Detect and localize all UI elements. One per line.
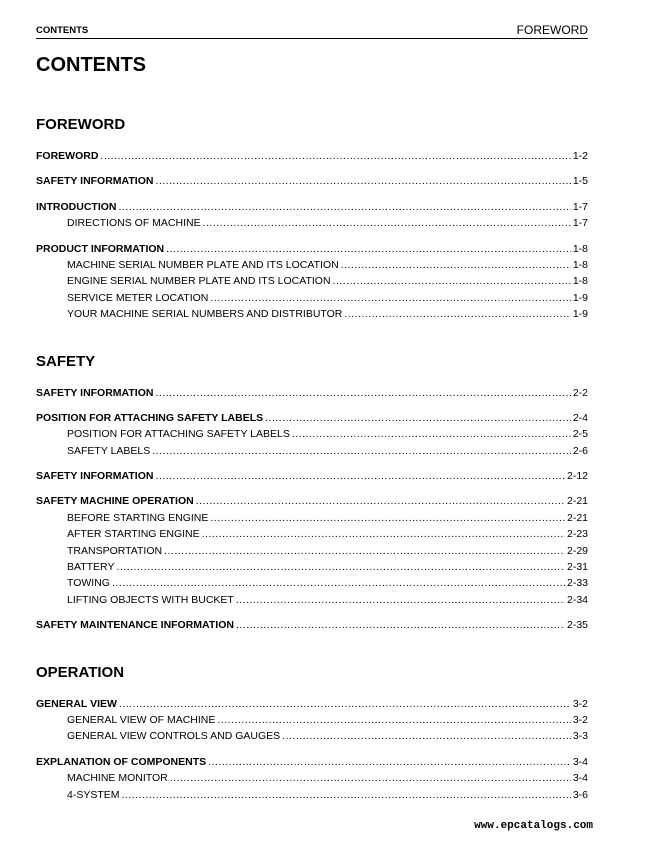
- toc-entry-page: 1-8: [572, 275, 588, 288]
- toc-entry-page: 3-4: [572, 755, 588, 768]
- toc-section: [36, 116, 588, 323]
- toc-entry-label: EXPLANATION OF COMPONENTS: [36, 755, 207, 768]
- toc-entry-label: TOWING: [67, 577, 110, 590]
- section-title: FOREWORD: [36, 116, 126, 133]
- toc-entry[interactable]: [36, 696, 588, 712]
- toc-entry[interactable]: [36, 443, 588, 459]
- toc-entry-page: 1-8: [572, 258, 588, 271]
- toc-entry-page: 2-34: [566, 593, 588, 606]
- toc-entry-page: 2-6: [572, 444, 588, 457]
- toc-entry[interactable]: [36, 426, 588, 442]
- dot-leader: [164, 543, 565, 559]
- toc-entry-page: 1-8: [572, 242, 588, 255]
- toc-entry-label: SERVICE METER LOCATION: [67, 291, 209, 304]
- toc-entry[interactable]: [36, 290, 588, 306]
- section-title: SAFETY: [36, 352, 96, 370]
- toc-entry-label: PRODUCT INFORMATION: [36, 242, 165, 255]
- toc-entry-label: DIRECTIONS OF MACHINE: [67, 217, 201, 230]
- header-left-label: CONTENTS: [36, 25, 89, 36]
- dot-leader: [292, 426, 571, 442]
- toc-entry-page: 3-4: [572, 772, 588, 785]
- toc-entry-page: 1-7: [572, 217, 588, 230]
- dot-leader: [166, 241, 571, 257]
- dot-leader: [155, 468, 565, 484]
- toc-entry-label: GENERAL VIEW CONTROLS AND GAUGES: [67, 730, 281, 743]
- dot-leader: [119, 696, 571, 712]
- toc-entry[interactable]: [36, 575, 588, 591]
- toc-entry[interactable]: [36, 787, 588, 803]
- toc-entry-label: MACHINE SERIAL NUMBER PLATE AND ITS LOCATION: [67, 258, 339, 271]
- toc-entry-label: POSITION FOR ATTACHING SAFETY LABELS: [36, 411, 264, 424]
- section-title: OPERATION: [36, 663, 125, 681]
- toc-entry-page: 1-5: [572, 175, 588, 188]
- toc-entry[interactable]: [36, 385, 588, 401]
- toc-entry-label: GENERAL VIEW OF MACHINE: [67, 713, 216, 726]
- toc-group: [36, 493, 588, 608]
- toc-entry[interactable]: [36, 592, 588, 608]
- toc-entry-page: 2-5: [572, 428, 588, 441]
- dot-leader: [155, 385, 570, 401]
- dot-leader: [116, 559, 565, 575]
- toc-entry-page: 2-12: [566, 470, 588, 483]
- toc-entry[interactable]: [36, 712, 588, 728]
- toc-entry-page: 2-21: [566, 511, 588, 524]
- toc-entry[interactable]: [36, 148, 588, 164]
- toc-entry-label: SAFETY MAINTENANCE INFORMATION: [36, 619, 234, 632]
- toc-entry-label: MACHINE MONITOR: [67, 772, 168, 785]
- toc-entry-label: POSITION FOR ATTACHING SAFETY LABELS: [67, 428, 290, 441]
- toc-entry-page: 3-2: [572, 697, 588, 710]
- toc-entry-page: 2-31: [566, 561, 588, 574]
- dot-leader: [208, 754, 571, 770]
- running-header: [36, 22, 588, 39]
- toc-entry-page: 1-9: [572, 308, 588, 321]
- toc-entry-page: 2-35: [566, 619, 588, 632]
- dot-leader: [112, 575, 565, 591]
- toc-entry[interactable]: [36, 617, 588, 633]
- toc-entry-page: 1-7: [572, 200, 588, 213]
- toc-entry[interactable]: [36, 468, 588, 484]
- dot-leader: [236, 617, 565, 633]
- toc-entry[interactable]: [36, 754, 588, 770]
- toc-entry[interactable]: [36, 493, 588, 509]
- dot-leader: [119, 199, 571, 215]
- toc-entry-label: SAFETY INFORMATION: [36, 175, 154, 188]
- toc-entry-page: 2-33: [566, 577, 588, 590]
- toc-section: [36, 664, 588, 803]
- page-title: CONTENTS: [36, 54, 146, 76]
- dot-leader: [203, 215, 571, 231]
- toc-entry[interactable]: [36, 173, 588, 189]
- dot-leader: [122, 787, 571, 803]
- toc-entry-label: LIFTING OBJECTS WITH BUCKET: [67, 593, 234, 606]
- toc-group: [36, 696, 588, 745]
- toc-group: [36, 468, 588, 484]
- toc-entry-label: ENGINE SERIAL NUMBER PLATE AND ITS LOCATION: [67, 275, 331, 288]
- watermark: www.epcatalogs.com: [474, 820, 593, 832]
- dot-leader: [170, 770, 571, 786]
- dot-leader: [333, 273, 571, 289]
- toc-entry[interactable]: [36, 770, 588, 786]
- toc-entry-page: 2-21: [566, 495, 588, 508]
- dot-leader: [155, 173, 570, 189]
- toc-entry-label: BEFORE STARTING ENGINE: [67, 511, 209, 524]
- dot-leader: [344, 306, 570, 322]
- toc-group: [36, 199, 588, 232]
- toc-entry-page: 2-29: [566, 544, 588, 557]
- toc-entry-page: 2-23: [566, 528, 588, 541]
- toc-group: [36, 754, 588, 803]
- toc-entry-label: INTRODUCTION: [36, 200, 117, 213]
- toc-entry-page: 3-6: [572, 788, 588, 801]
- toc-entry-label: AFTER STARTING ENGINE: [67, 528, 200, 541]
- toc-entry-page: 1-9: [572, 291, 588, 304]
- toc-entry[interactable]: [36, 306, 588, 322]
- toc-entry-label: TRANSPORTATION: [67, 544, 163, 557]
- dot-leader: [210, 290, 570, 306]
- dot-leader: [196, 493, 565, 509]
- dot-leader: [217, 712, 570, 728]
- toc-entry[interactable]: [36, 543, 588, 559]
- toc-entry[interactable]: [36, 728, 588, 744]
- toc-entry-page: 3-2: [572, 713, 588, 726]
- toc-entry-page: 2-4: [572, 411, 588, 424]
- dot-leader: [100, 148, 570, 164]
- toc-group: [36, 173, 588, 189]
- toc-entry-label: 4-SYSTEM: [67, 788, 120, 801]
- toc-entry-page: 2-2: [572, 386, 588, 399]
- toc-group: [36, 410, 588, 459]
- toc-group: [36, 241, 588, 323]
- toc-entry[interactable]: [36, 215, 588, 231]
- toc-entry[interactable]: [36, 526, 588, 542]
- toc-entry[interactable]: [36, 199, 588, 215]
- toc-entry[interactable]: [36, 510, 588, 526]
- dot-leader: [202, 526, 565, 542]
- toc-entry[interactable]: [36, 257, 588, 273]
- toc-entry-page: 1-2: [572, 150, 588, 162]
- toc-entry-label: BATTERY: [67, 561, 115, 574]
- toc-entry[interactable]: [36, 559, 588, 575]
- dot-leader: [152, 443, 571, 459]
- toc-group: [36, 148, 588, 164]
- dot-leader: [341, 257, 571, 273]
- toc-entry-label: YOUR MACHINE SERIAL NUMBERS AND DISTRIBUTOR: [67, 308, 343, 321]
- toc-entry-label: SAFETY LABELS: [67, 444, 151, 457]
- toc-entry-page: 3-3: [572, 730, 588, 743]
- toc-entry-label: SAFETY INFORMATION: [36, 470, 154, 483]
- toc-section: [36, 353, 588, 634]
- dot-leader: [282, 728, 571, 744]
- toc-entry-label: SAFETY INFORMATION: [36, 386, 154, 399]
- toc-sections: [36, 116, 588, 833]
- toc-entry[interactable]: [36, 241, 588, 257]
- dot-leader: [210, 510, 565, 526]
- toc-entry-label: SAFETY MACHINE OPERATION: [36, 495, 194, 508]
- header-right-label: FOREWORD: [516, 23, 588, 37]
- toc-entry-label: GENERAL VIEW: [36, 697, 117, 710]
- toc-entry-label: FOREWORD: [36, 150, 99, 162]
- toc-entry[interactable]: [36, 410, 588, 426]
- toc-group: [36, 385, 588, 401]
- dot-leader: [236, 592, 565, 608]
- dot-leader: [265, 410, 571, 426]
- toc-entry[interactable]: [36, 273, 588, 289]
- toc-group: [36, 617, 588, 633]
